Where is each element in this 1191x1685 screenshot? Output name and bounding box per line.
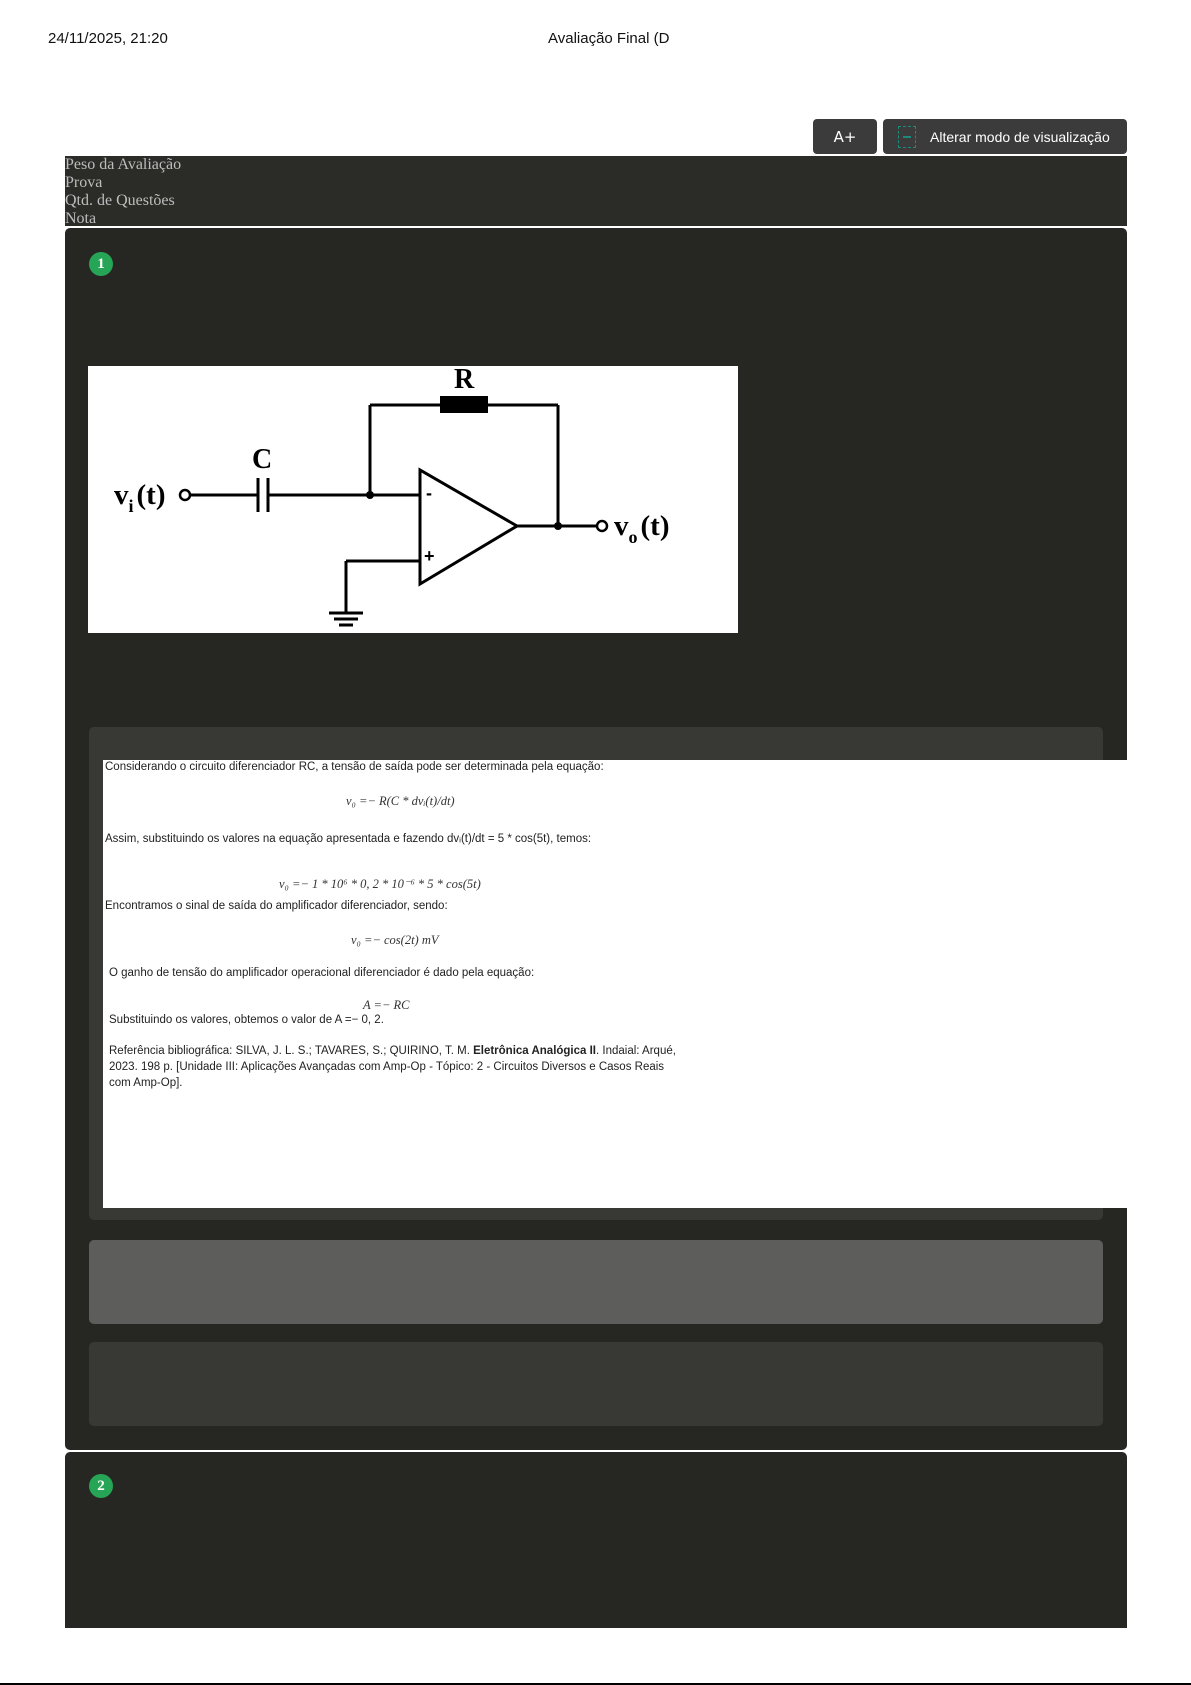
reference-line-3: com Amp-Op].	[109, 1077, 183, 1089]
change-view-mode-label: Alterar modo de visualização	[930, 128, 1110, 145]
equation-output-result: v₀ =− cos(2t) mV	[351, 933, 439, 947]
resistor-label: R	[454, 366, 475, 395]
output-voltage-label: $v_o$ (t)	[614, 510, 670, 547]
explanation-line-2: Assim, substituindo os valores na equação apresentada e fazendo dvᵢ(t)/dt = 5 * cos(5t), temos:	[105, 833, 592, 845]
input-voltage-label: $v_i$ (t)	[114, 479, 166, 516]
view-mode-icon	[898, 126, 916, 148]
explanation-line-4: O ganho de tensão do amplificador operacional diferenciador é dado pela equação:	[109, 967, 535, 979]
equation-gain: A =− RC	[363, 998, 410, 1012]
capacitor-label: C	[252, 444, 273, 475]
explanation-line-3: Encontramos o sinal de saída do amplificador diferenciador, sendo:	[105, 900, 448, 912]
question-number-badge: 1	[89, 252, 113, 276]
print-title: Avaliação Final (D	[548, 30, 670, 47]
meta-prova: Prova	[65, 174, 103, 191]
equation-output-voltage: v₀ =− R(C * dvᵢ(t)/dt)	[346, 794, 455, 808]
font-size-button[interactable]: A+	[813, 119, 877, 154]
answer-option-2[interactable]	[89, 1342, 1103, 1426]
assessment-info-panel	[65, 156, 1127, 226]
change-view-mode-button[interactable]	[883, 119, 1127, 154]
explanation-line-1: Considerando o circuito diferenciador RC, a tensão de saída pode ser determinada pela equação:	[105, 761, 604, 773]
explanation-image	[103, 760, 1127, 1208]
answer-option-1[interactable]	[89, 1240, 1103, 1324]
reference-line-1: Referência bibliográfica: SILVA, J. L. S.; TAVARES, S.; QUIRINO, T. M. Eletrônica Analógica II. Indaial: Arqué,	[109, 1045, 676, 1057]
noninverting-input-sign: +	[424, 546, 435, 566]
reference-line-2: 2023. 198 p. [Unidade III: Aplicações Avançadas com Amp-Op - Tópico: 2 - Circuitos Diversos e Casos Reais	[109, 1061, 665, 1073]
meta-qtd-questoes: Qtd. de Questões	[65, 192, 175, 209]
question-card-2	[65, 1452, 1127, 1628]
meta-peso: Peso da Avaliação	[65, 156, 182, 173]
question-number-badge: 2	[89, 1474, 113, 1498]
meta-nota: Nota	[65, 210, 97, 227]
equation-substitution: v₀ =− 1 * 10⁶ * 0, 2 * 10⁻⁶ * 5 * cos(5t)	[279, 877, 481, 891]
explanation-line-5: Substituindo os valores, obtemos o valor de A =− 0, 2.	[109, 1014, 384, 1026]
print-date: 24/11/2025, 21:20	[48, 30, 168, 47]
inverting-input-sign: -	[426, 483, 432, 503]
circuit-diagram	[88, 366, 738, 633]
differentiator-circuit-image	[88, 366, 738, 633]
